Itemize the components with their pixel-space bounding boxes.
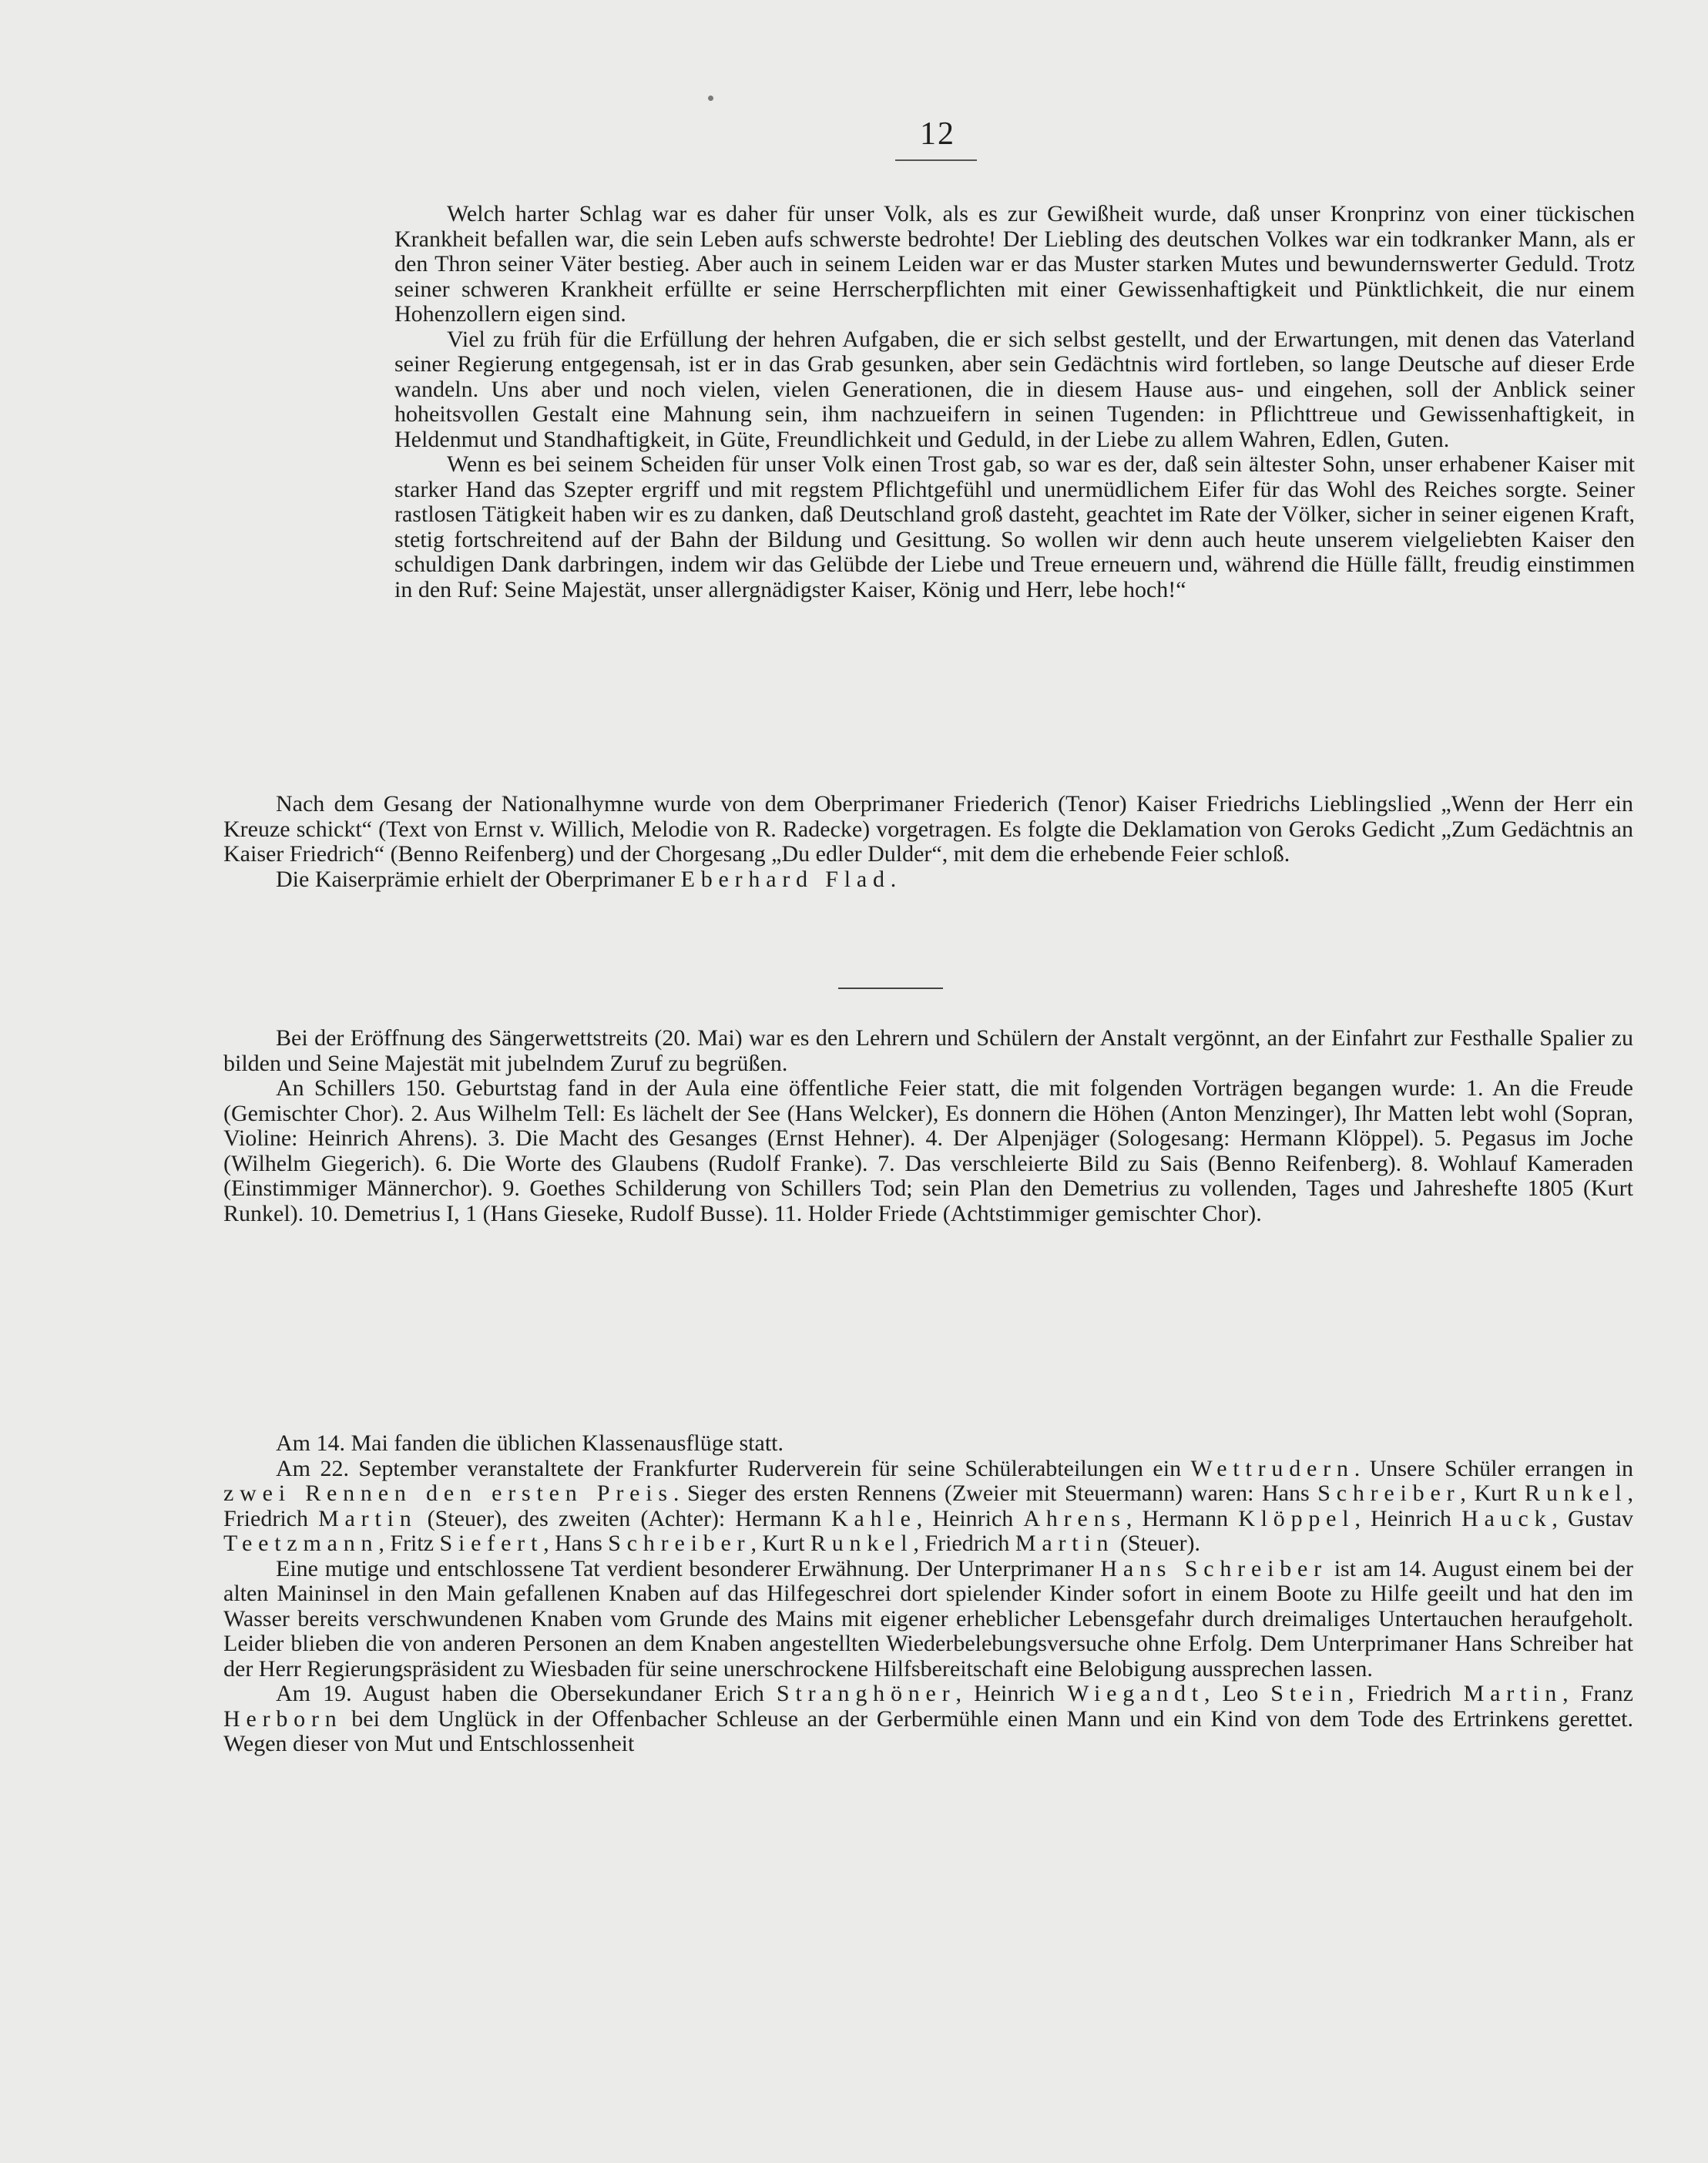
text-run: Eine mutige und entschlossene Tat verdient besonderer Erwähnung. Der Unterprimaner: [276, 1555, 1101, 1581]
text-run: , Friedrich: [913, 1531, 1015, 1556]
rettungstat-paragraph: [223, 1557, 1633, 1682]
schleuse-paragraph: [223, 1682, 1633, 1757]
text-run: , Fritz: [378, 1531, 440, 1556]
text-run: , Heinrich: [916, 1505, 1024, 1531]
speech-block: [394, 202, 1635, 602]
saengerwettstreit-paragraph: Bei der Eröffnung des Sängerwettstreits (20. Mai) war es den Lehrern und Schülern der Anstalt vergönnt, an der Einfahrt zur Festhalle Spalier zu bilden und Seine Majestät mit jubelndem Zuruf zu begrüßen.: [223, 1025, 1633, 1076]
spaced-name: Ahrens: [1023, 1505, 1126, 1531]
later-block: [223, 1431, 1633, 1757]
text-run: , Gustav: [1552, 1505, 1634, 1531]
spaced-name: Runkel: [810, 1531, 914, 1556]
text-run: , Kurt: [1460, 1481, 1525, 1506]
speech-paragraph-1: Welch harter Schlag war es daher für unser Volk, als es zur Gewißheit wurde, daß unser Kronprinz von einer tückischen Krankheit befallen war, die sein Leben aufs schwerste bedrohte! Der Liebling des deutschen Volkes war ein todkranker Mann, als er den Thron seiner Väter bestieg. Aber auch in seinem Leiden war er das Muster starken Mutes und bewundernswerter Geduld. Trotz seiner schweren Krankheit erfüllte er seine Herrscherpflichten mit einer Gewissenhaftigkeit und Pünktlichkeit, die nur einem Hohenzollern eigen sind.: [394, 201, 1635, 327]
spaced-name: Stein: [1270, 1681, 1348, 1706]
spaced-name: Kahle: [831, 1505, 917, 1531]
text-run: Am 19. August haben die Obersekundaner Erich: [276, 1681, 777, 1706]
page-number-rule: [895, 159, 977, 161]
text-run: , Hans: [543, 1531, 609, 1556]
schiller-feier-paragraph: An Schillers 150. Geburtstag fand in der Aula eine öffentliche Feier statt, die mit folgenden Vorträgen begangen wurde: 1. An die Freude (Gemischter Chor). 2. Aus Wilhelm Tell: Es lächelt der See (Hans Welcker), Es donnern die Höhen (Anton Menzinger), Ihr Matten lebt wohl (Sopran, Violine: Heinrich Ahrens). 3. Die Macht des Gesanges (Ernst Hehner). 4. Der Alpenjäger (Sologesang: Hermann Klöppel). 5. Pegasus im Joche (Wilhelm Giegerich). 6. Die Worte des Glaubens (Rudolf Franke). 7. Das verschleierte Bild zu Sais (Benno Reifenberg). 8. Wohlauf Kameraden (Einstimmiger Männerchor). 9. Goethes Schilderung von Schillers Tod; sein Plan den Demetrius zu vollenden, Tages und Jahreshefte 1805 (Kurt Runkel). 10. Demetrius I, 1 (Hans Gieseke, Rudolf Busse). 11. Holder Friede (Achtstimmiger gemischter Chor).: [223, 1075, 1633, 1226]
text-run: , Franz: [1562, 1681, 1633, 1706]
kaiserpraemie-name: Eberhard Flad: [680, 866, 891, 892]
ceremony-paragraph: Nach dem Gesang der Nationalhymne wurde von dem Oberprimaner Friederich (Tenor) Kaiser Friedrichs Lieblingslied „Wenn der Herr ein Kreuze schickt“ (Text von Ernst v. Willich, Melodie von R. Radecke) vorgetragen. Es folgte die Deklamation von Geroks Gedicht „Zum Gedächtnis an Kaiser Friedrich“ (Benno Reifenberg) und der Chorgesang „Du edler Dulder“, mit dem die erhebende Feier schloß.: [223, 791, 1633, 867]
text-run: ist am 14. August einem bei der alten Maininsel in den Main gefallenen Knaben auf das Hilfegeschrei dort spielender Kinder sofort in einem Boote zu Hilfe geeilt und hat den im Wasser bereits verschwundenen Knaben vom Grunde des Mains mit eigener erheblicher Lebensgefahr durch dreimaliges Untertauchen heraufgeholt. Leider blieben die von anderen Personen an dem Knaben angestellten Wiederbelebungsversuche ohne Erfolg. Dem Unterprimaner Hans Schreiber hat der Herr Regierungspräsident zu Wiesbaden für seine unerschrockene Hilfsbereitschaft eine Belobigung aussprechen lassen.: [223, 1555, 1633, 1682]
wettrudern-paragraph: [223, 1457, 1633, 1557]
spaced-name: Teetzmann: [223, 1531, 379, 1556]
text-run: , Kurt: [750, 1531, 810, 1556]
spaced-name: Herborn: [223, 1705, 343, 1732]
spaced-name: Hauck: [1461, 1505, 1552, 1531]
spaced-name: Hans Schreiber: [1100, 1555, 1327, 1581]
text-run: , Hermann: [1126, 1505, 1239, 1531]
section-separator: [838, 988, 943, 989]
spaced-name: Klöppel: [1238, 1505, 1355, 1531]
page-number: 12: [920, 116, 955, 152]
spaced-name: Martin: [1463, 1681, 1563, 1706]
speech-paragraph-2: Viel zu früh für die Erfüllung der hehren Aufgaben, die er sich selbst gestellt, und der Erwartungen, mit denen das Vaterland seiner Regierung entgegensah, ist er in das Grab gesunken, aber sein Gedächtnis wird fortleben, so lange Deutsche auf dieser Erde wandeln. Uns aber und noch vielen, vielen Generationen, die in diesem Hause aus- und eingehen, soll der Anblick seiner hoheitsvollen Gestalt eine Mahnung sein, ihm nachzueifern in seinen Tugenden: in Pflichttreue und Gewissenhaftigkeit, in Heldenmut und Standhaftigkeit, in Güte, Freundlichkeit und Geduld, in der Liebe zu allem Wahren, Edlen, Guten.: [394, 326, 1635, 452]
text-run: (Steuer), des zweiten (Achter): Hermann: [417, 1505, 832, 1531]
spaced-name: Schreiber: [608, 1531, 751, 1556]
speech-paragraph-3: Wenn es bei seinem Scheiden für unser Volk einen Trost gab, so war es der, daß sein ältester Sohn, unser erhabener Kaiser mit starker Hand das Szepter ergriff und mit regstem Pflichtgefühl und unermüdlichem Eifer für das Wohl des Reiches sorgte. Seiner rastlosen Tätigkeit haben wir es zu danken, daß Deutschland groß dasteht, geachtet im Rate der Völker, sicher in seiner eigenen Kraft, stetig fortschreitend auf der Bahn der Bildung und Gesittung. So wollen wir denn auch heute unserem vielgeliebten Kaiser den schuldigen Dank darbringen, indem wir das Gelübde der Liebe und Treue erneuern und, während die Hülle fällt, freudig einstimmen in den Ruf: Seine Majestät, unser allergnädigster Kaiser, König und Herr, lebe hoch!“: [394, 451, 1635, 602]
text-run: Am 22. September veranstaltete der Frankfurter Ruderverein für seine Schülerabteilungen ein: [276, 1455, 1191, 1481]
spaced-name: Martin: [318, 1505, 418, 1531]
text-run: , Friedrich: [1347, 1681, 1464, 1706]
text-run: , Leo: [1203, 1681, 1271, 1706]
kaiserpraemie-text: Die Kaiserprämie erhielt der Oberprimaner: [276, 866, 681, 892]
klassenausfluege-paragraph: Am 14. Mai fanden die üblichen Klassenausflüge statt.: [276, 1430, 784, 1456]
spaced-name: Wettrudern: [1190, 1455, 1354, 1481]
text-run: , Friedrich: [223, 1481, 1633, 1531]
text-run: , Heinrich: [955, 1681, 1068, 1706]
events-block: [223, 1026, 1633, 1226]
spaced-name: Wiegandt: [1067, 1681, 1204, 1706]
spaced-name: zwei Rennen den ersten Preis: [223, 1481, 673, 1506]
text-run: , Heinrich: [1354, 1505, 1462, 1531]
text-run: bei dem Unglück in der Offenbacher Schleuse an der Gerbermühle einen Mann und ein Kind von dem Tode des Ertrinkens gerettet. Wegen dieser von Mut und Entschlossenheit: [223, 1705, 1633, 1756]
text-run: . Unsere Schüler errangen in: [1354, 1455, 1633, 1481]
text-run: . Sieger des ersten Rennens (Zweier mit Steuermann) waren: Hans: [673, 1481, 1318, 1506]
print-speck: [708, 96, 713, 101]
spaced-name: Siefert: [439, 1531, 544, 1556]
spaced-name: Martin: [1015, 1531, 1115, 1556]
text-run: (Steuer).: [1114, 1531, 1200, 1556]
ceremony-block: [223, 792, 1633, 892]
spaced-name: Stranghöner: [777, 1681, 956, 1706]
spaced-name: Runkel: [1525, 1481, 1628, 1506]
spaced-name: Schreiber: [1317, 1481, 1461, 1506]
kaiserpraemie-paragraph: Die Kaiserprämie erhielt der Oberprimaner Eberhard Flad.: [276, 866, 897, 892]
